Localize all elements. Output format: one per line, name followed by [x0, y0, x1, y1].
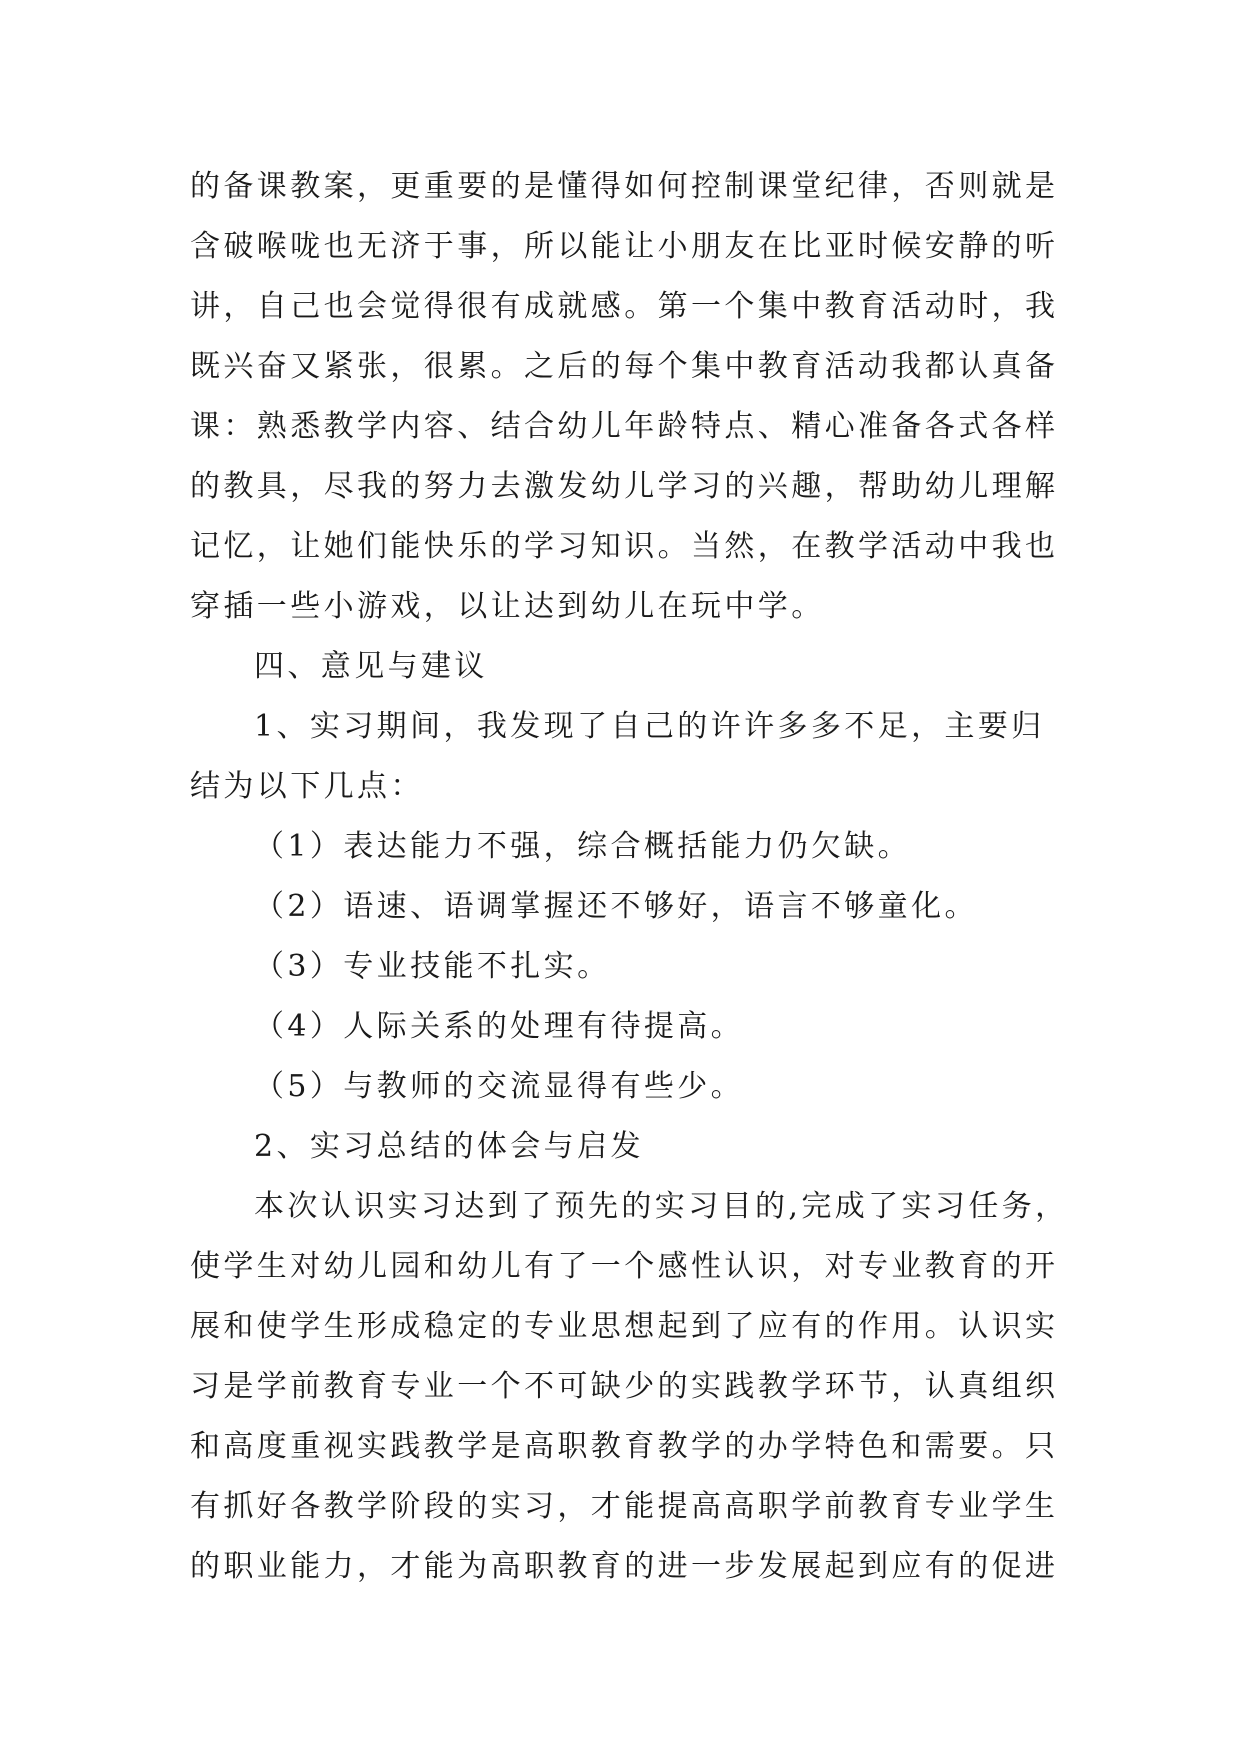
list-item: （3）专业技能不扎实。	[254, 949, 611, 984]
paragraph-line: 习是学前教育专业一个不可缺少的实践教学环节，认真组织	[190, 1369, 1059, 1404]
paragraph-line: 课：熟悉教学内容、结合幼儿年龄特点、精心准备各式各样	[190, 409, 1059, 444]
paragraph-line: 结为以下几点：	[190, 769, 424, 804]
paragraph-line: 含破喉咙也无济于事，所以能让小朋友在比亚时候安静的听	[190, 229, 1059, 264]
paragraph-line: 有抓好各教学阶段的实习，才能提高高职学前教育专业学生	[190, 1489, 1059, 1524]
document-body	[190, 157, 1069, 1597]
paragraph-line: 和高度重视实践教学是高职教育教学的办学特色和需要。只	[190, 1429, 1059, 1464]
list-item: （4）人际关系的处理有待提高。	[254, 1009, 745, 1044]
paragraph-line: 的备课教案，更重要的是懂得如何控制课堂纪律，否则就是	[190, 169, 1059, 204]
paragraph-line: 本次认识实习达到了预先的实习目的,完成了实习任务，	[254, 1189, 1069, 1224]
list-item: （2）语速、语调掌握还不够好，语言不够童化。	[254, 889, 978, 924]
paragraph-line: 讲，自己也会觉得很有成就感。第一个集中教育活动时，我	[190, 289, 1059, 324]
paragraph-line: 穿插一些小游戏，以让达到幼儿在玩中学。	[190, 589, 825, 624]
paragraph-line: 既兴奋又紧张，很累。之后的每个集中教育活动我都认真备	[190, 349, 1059, 384]
section-heading: 四、意见与建议	[254, 649, 488, 684]
paragraph-line: 记忆，让她们能快乐的学习知识。当然，在教学活动中我也	[190, 529, 1059, 564]
list-item: （1）表达能力不强，综合概括能力仍欠缺。	[254, 829, 912, 864]
subsection-heading: 2、实习总结的体会与启发	[254, 1129, 644, 1164]
paragraph-line: 的职业能力，才能为高职教育的进一步发展起到应有的促进	[190, 1549, 1059, 1584]
list-item: （5）与教师的交流显得有些少。	[254, 1069, 745, 1104]
paragraph-line: 使学生对幼儿园和幼儿有了一个感性认识，对专业教育的开	[190, 1249, 1059, 1284]
paragraph-line: 的教具，尽我的努力去激发幼儿学习的兴趣，帮助幼儿理解	[190, 469, 1059, 504]
paragraph-line: 1、实习期间，我发现了自己的许许多多不足，主要归	[254, 709, 1045, 744]
paragraph-line: 展和使学生形成稳定的专业思想起到了应有的作用。认识实	[190, 1309, 1059, 1344]
